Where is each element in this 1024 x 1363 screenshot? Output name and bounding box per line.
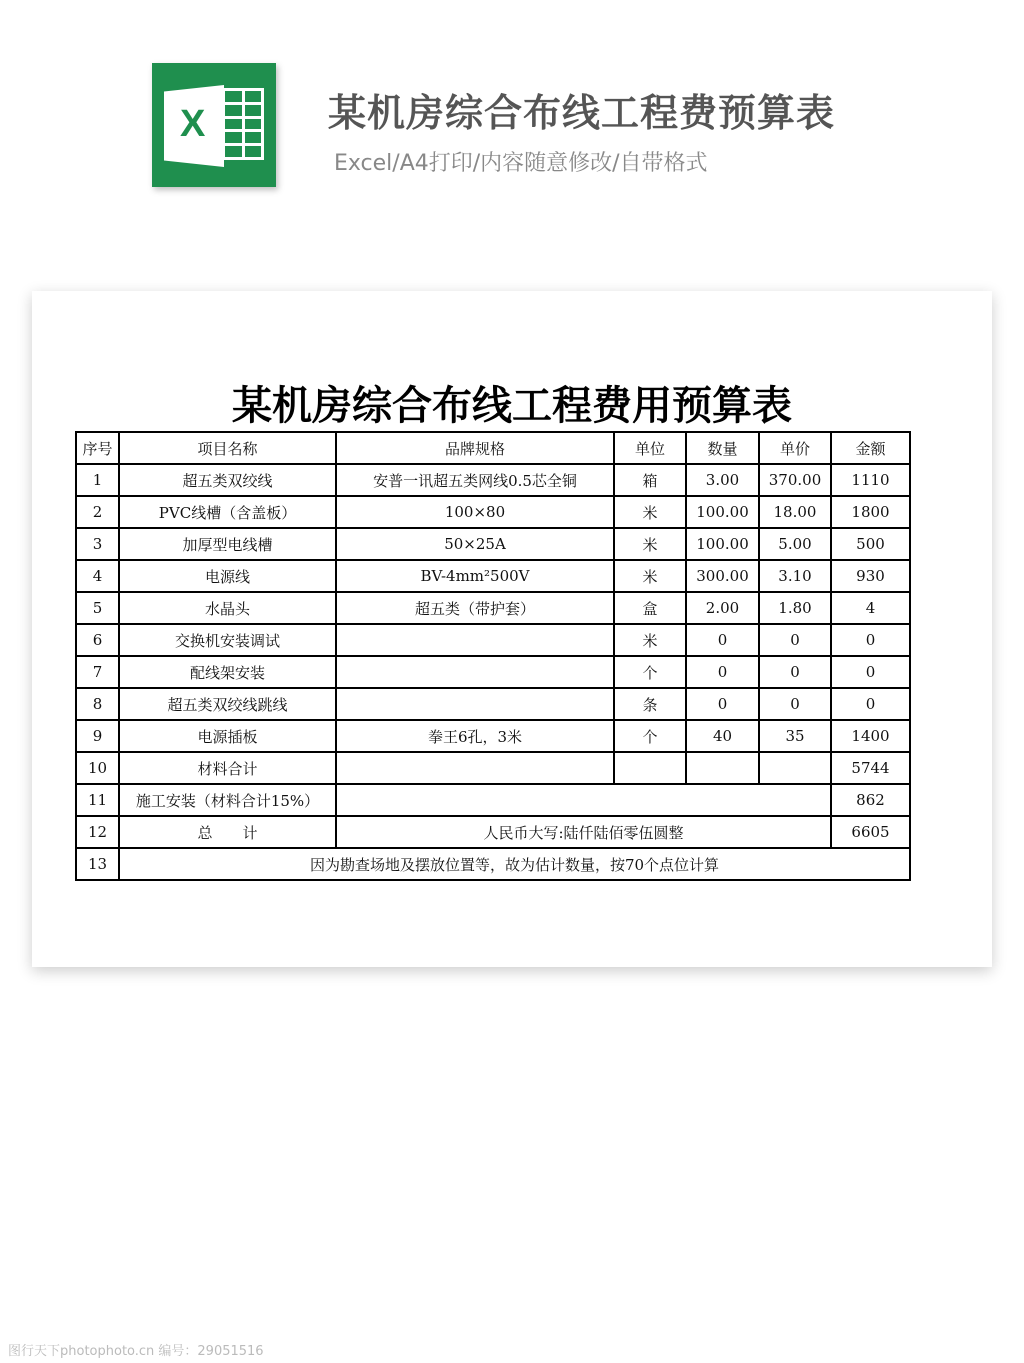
- table-cell: 箱: [614, 464, 686, 496]
- table-cell: 5.00: [759, 528, 831, 560]
- table-row: [76, 624, 910, 656]
- table-cell: [614, 752, 686, 784]
- table-cell: 米: [614, 560, 686, 592]
- table-cell: 拳王6孔，3米: [336, 720, 614, 752]
- table-cell: 3.10: [759, 560, 831, 592]
- table-cell: 1800: [831, 496, 910, 528]
- excel-logo-icon: [152, 63, 276, 187]
- table-cell: 6605: [831, 816, 910, 848]
- table-cell: 电源线: [119, 560, 336, 592]
- logo-letter: X: [180, 103, 206, 145]
- table-cell: 0: [759, 624, 831, 656]
- table-row: [76, 816, 910, 848]
- table-cell: 项目名称: [119, 432, 336, 464]
- table-cell: 施工安装（材料合计15%）: [119, 784, 336, 816]
- table-cell: 因为勘查场地及摆放位置等，故为估计数量，按70个点位计算: [119, 848, 910, 880]
- table-cell: 1400: [831, 720, 910, 752]
- table-cell: 品牌规格: [336, 432, 614, 464]
- table-row: [76, 432, 910, 464]
- table-cell: 862: [831, 784, 910, 816]
- table-cell: 个: [614, 720, 686, 752]
- table-row: [76, 752, 910, 784]
- header-title: 某机房综合布线工程费预算表: [328, 91, 836, 135]
- table-cell: 9: [76, 720, 119, 752]
- table-cell: 5: [76, 592, 119, 624]
- table-cell: 超五类双绞线跳线: [119, 688, 336, 720]
- table-cell: 100.00: [686, 528, 759, 560]
- table-cell: 超五类双绞线: [119, 464, 336, 496]
- table-cell: [336, 688, 614, 720]
- table-cell: 35: [759, 720, 831, 752]
- table-cell: 盒: [614, 592, 686, 624]
- table-cell: 10: [76, 752, 119, 784]
- table-cell: 40: [686, 720, 759, 752]
- table-cell: 5744: [831, 752, 910, 784]
- table-cell: 金额: [831, 432, 910, 464]
- table-cell: [336, 784, 831, 816]
- table-cell: BV-4mm²500V: [336, 560, 614, 592]
- table-cell: [759, 752, 831, 784]
- table-cell: 配线架安装: [119, 656, 336, 688]
- table-cell: 序号: [76, 432, 119, 464]
- table-cell: 0: [686, 688, 759, 720]
- table-cell: [686, 752, 759, 784]
- sheet-title: 某机房综合布线工程费用预算表: [232, 382, 792, 429]
- table-cell: 个: [614, 656, 686, 688]
- table-cell: 18.00: [759, 496, 831, 528]
- table-cell: 1: [76, 464, 119, 496]
- table-cell: 0: [831, 624, 910, 656]
- table-cell: 50×25A: [336, 528, 614, 560]
- table-cell: 米: [614, 624, 686, 656]
- table-cell: 500: [831, 528, 910, 560]
- table-cell: 12: [76, 816, 119, 848]
- table-cell: 2.00: [686, 592, 759, 624]
- table-cell: 人民币大写:陆仟陆佰零伍圆整: [336, 816, 831, 848]
- table-cell: 材料合计: [119, 752, 336, 784]
- table-cell: [336, 752, 614, 784]
- table-cell: 7: [76, 656, 119, 688]
- table-cell: 930: [831, 560, 910, 592]
- table-row: [76, 496, 910, 528]
- table-cell: 100.00: [686, 496, 759, 528]
- table-cell: 370.00: [759, 464, 831, 496]
- table-cell: 0: [831, 656, 910, 688]
- table-cell: 交换机安装调试: [119, 624, 336, 656]
- table-row: [76, 528, 910, 560]
- table-cell: 数量: [686, 432, 759, 464]
- table-cell: PVC线槽（含盖板）: [119, 496, 336, 528]
- table-cell: 0: [686, 656, 759, 688]
- table-cell: 0: [759, 656, 831, 688]
- table-cell: 单价: [759, 432, 831, 464]
- table-cell: 300.00: [686, 560, 759, 592]
- table-row: [76, 848, 910, 880]
- table-cell: 总 计: [119, 816, 336, 848]
- table-cell: 0: [831, 688, 910, 720]
- table-cell: 3: [76, 528, 119, 560]
- table-cell: 0: [759, 688, 831, 720]
- table-cell: 1110: [831, 464, 910, 496]
- table-cell: 13: [76, 848, 119, 880]
- table-cell: 加厚型电线槽: [119, 528, 336, 560]
- table-cell: 水晶头: [119, 592, 336, 624]
- table-cell: 4: [76, 560, 119, 592]
- budget-table: [75, 431, 911, 881]
- table-cell: 安普一讯超五类网线0.5芯全铜: [336, 464, 614, 496]
- table-cell: [336, 624, 614, 656]
- table-cell: [336, 656, 614, 688]
- table-cell: 条: [614, 688, 686, 720]
- table-row: [76, 592, 910, 624]
- table-cell: 6: [76, 624, 119, 656]
- table-cell: 100×80: [336, 496, 614, 528]
- table-cell: 米: [614, 496, 686, 528]
- table-row: [76, 688, 910, 720]
- table-cell: 2: [76, 496, 119, 528]
- table-cell: 3.00: [686, 464, 759, 496]
- table-row: [76, 560, 910, 592]
- table-cell: 4: [831, 592, 910, 624]
- table-cell: 8: [76, 688, 119, 720]
- watermark: 图行天下photophoto.cn 编号：29051516: [8, 1344, 264, 1359]
- table-cell: 电源插板: [119, 720, 336, 752]
- table-cell: 0: [686, 624, 759, 656]
- table-row: [76, 656, 910, 688]
- table-cell: 11: [76, 784, 119, 816]
- table-cell: 超五类（带护套）: [336, 592, 614, 624]
- table-cell: 单位: [614, 432, 686, 464]
- table-cell: 米: [614, 528, 686, 560]
- table-row: [76, 720, 910, 752]
- header-subtitle: Excel/A4打印/内容随意修改/自带格式: [334, 151, 708, 176]
- table-row: [76, 784, 910, 816]
- table-row: [76, 464, 910, 496]
- table-cell: 1.80: [759, 592, 831, 624]
